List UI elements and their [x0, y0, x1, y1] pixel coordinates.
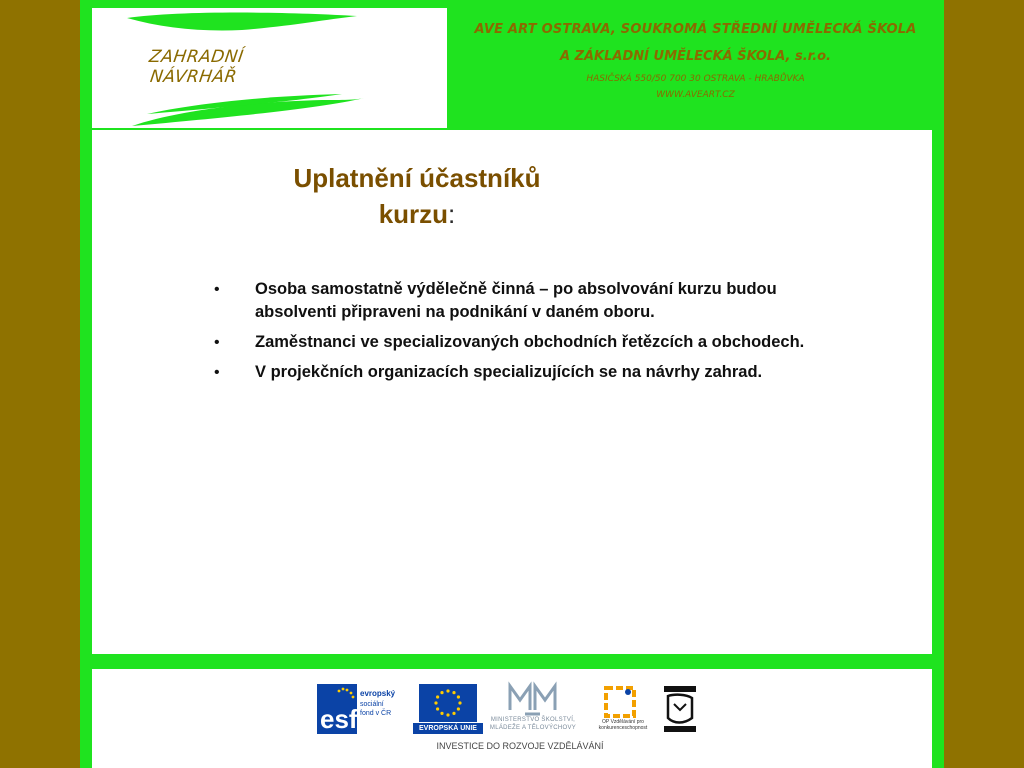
eu-label: EVROPSKÁ UNIE: [413, 723, 483, 734]
title-colon: :: [448, 199, 456, 229]
svg-text:sociální: sociální: [360, 701, 384, 708]
svg-text:evropský: evropský: [360, 689, 396, 698]
title-word-kurzu: kurzu: [378, 199, 449, 229]
title-line-2: [225, 196, 609, 232]
op-label: OP Vzdělávání pro konkurenceschopnost: [598, 719, 648, 731]
list-item: [214, 331, 824, 354]
right-frame: [944, 0, 1024, 768]
logo-title: ZAHRADNÍ NÁVRHÁŘ: [147, 47, 245, 87]
slide-title: [225, 160, 609, 232]
footer-green-band: [80, 654, 944, 669]
bullet-list: [214, 278, 824, 391]
list-item: [214, 361, 824, 384]
title-line-1: Uplatnění účastníků: [293, 163, 541, 193]
msmt-label: MINISTERSTVO ŠKOLSTVÍ, MLÁDEŽE A TĚLOVÝCHOVY: [489, 717, 577, 731]
school-name-2: A ZÁKLADNÍ UMĚLECKÁ ŠKOLA, s.r.o.: [559, 49, 831, 64]
school-address: HASIČSKÁ 550/50 700 30 OSTRAVA - HRABŮVKA: [586, 74, 805, 84]
list-item-text: V projekčních organizacích specializujících se na návrhy zahrad.: [255, 363, 763, 381]
list-item: [214, 278, 824, 324]
aveart-logo: [660, 684, 700, 736]
list-item-text: Zaměstnanci ve specializovaných obchodních řetězcích a obchodech.: [255, 333, 805, 351]
top-green-band: [80, 0, 944, 8]
school-website: WWW.AVEART.CZ: [656, 90, 735, 100]
eu-flag-icon: [419, 684, 477, 722]
left-green-stripe: [80, 0, 92, 768]
left-frame: [0, 0, 80, 768]
bullet-icon: •: [214, 281, 220, 298]
esf-logo: [317, 684, 413, 734]
esf-mark: esf: [320, 704, 358, 734]
school-info: [447, 22, 944, 100]
svg-text:fond v ČR: fond v ČR: [360, 710, 392, 717]
list-item-text: Osoba samostatně výdělečně činná – po absolvování kurzu budou absolventi připraveni na podnikání v daném oboru.: [255, 280, 777, 321]
header-divider: [92, 128, 447, 130]
bullet-icon: •: [214, 364, 220, 381]
school-name: AVE ART OSTRAVA, SOUKROMÁ STŘEDNÍ UMĚLECKÁ ŠKOLA: [474, 22, 917, 37]
bullet-icon: •: [214, 334, 220, 351]
investice-caption: INVESTICE DO ROZVOJE VZDĚLÁVÁNÍ: [436, 741, 604, 751]
